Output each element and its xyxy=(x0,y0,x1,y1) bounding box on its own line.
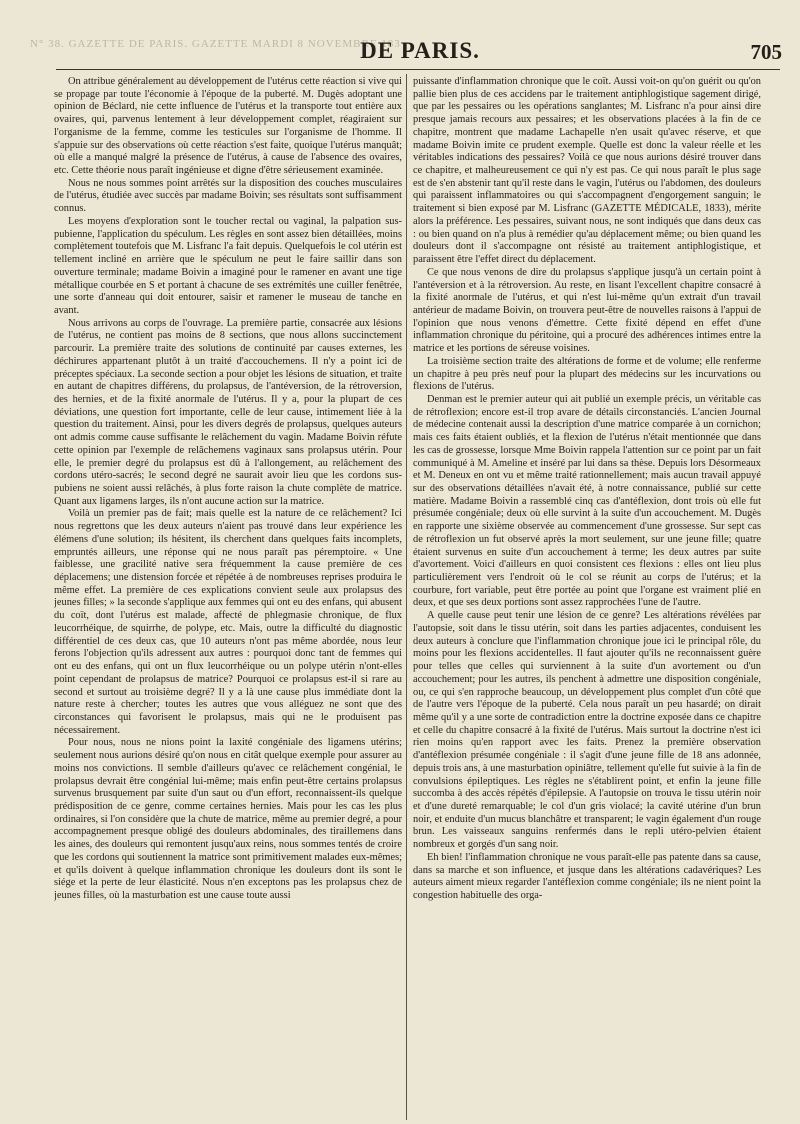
left-column xyxy=(54,76,402,1121)
page-header xyxy=(58,36,782,68)
paragraph: On attribue généralement au développement de l'utérus cette réaction si vive qui se propage par toute l'économie à l'époque de la puberté. M. Dugès adoptant une opinion de Béclard, nie cette influence de l'utérus et la transporte tout entière aux ovaires, qui, parvenus lentement à leur développement complet, réagiraient sur l'organisme de la femme, comme les testicules sur l'organisme de l'homme. Il s'appuie sur des observations où cette réaction s'est faite, quoique l'utérus manquât; où elle a manqué malgré la présence de l'utérus, à cause de l'absence des ovaires, etc. Cette théorie nous paraît ingénieuse et digne d'être sérieusement examinée. xyxy=(54,76,402,177)
paragraph: La troisième section traite des altérations de forme et de volume; elle renferme un chapitre à peu près neuf pour la plupart des médecins sur les incurvations ou flexions de l'utérus. xyxy=(413,355,761,393)
paragraph: Nous arrivons au corps de l'ouvrage. La première partie, consacrée aux lésions de l'utérus, ne contient pas moins de 8 sections, que nous allons succinctement parcourir. La première traite des solutions de continuité par causes externes, les déchirures appartenant plutôt à un traité d'accouchemens. Il n'y a point ici de préceptes spéciaux. La seconde section a pour objet les lésions de situation, et traite en autant de chapitres différens, du prolapsus, de l'antéversion, de la rétroversion, des hernies, et de la fixité anormale de l'utérus. Il y a, pour la plupart de ces déviations, une question fort importante, celle de leur cause, intimement liée à la question du traitement. Ainsi, pour les divers degrés de prolapsus, quelques auteurs ont admis comme cause suffisante le relâchement du vagin. Madame Boivin réfute cette opinion par l'exemple de relâchemens vaginaux sans prolapsus utérin. Pour elle, le premier degré du prolapsus est dû à l'allongement, au relâchement des cordons utéro-sacrés; le second degré ne saurait avoir lieu que les cordons sus-pubiens ne soient aussi relâchés, à plus forte raison la chute complète de matrice. Quant aux ligamens larges, ils n'ont aucune action sur la matrice. xyxy=(54,317,402,507)
paragraph: Les moyens d'exploration sont le toucher rectal ou vaginal, la palpation sus-pubienne, l'application du spéculum. Les règles en sont assez bien détaillées, moins complètement toutefois que M. Lisfranc l'a fait depuis. Quelquefois le col utérin est tellement incliné en arrière que le spéculum ne peut le faire saillir dans son ouverture terminale; madame Boivin a imaginé pour le ramener en avant une tige métallique courbée en S et portant à chacune de ses extrémités une cuiller fenêtrée, une sorte d'anneau qui doit entourer, saisir et ramener le museau de tanche en avant. xyxy=(54,215,402,316)
paragraph: puissante d'inflammation chronique que le coït. Aussi voit-on qu'on guérit ou qu'on pallie bien plus de ces accidens par le traitement antiphlogistique sagement dirigé, que par les pessaires ou les opérations sanglantes; M. Lisfranc n'a pour ainsi dire presque jamais recours aux pessaires; et les observations placées à la fin de ce chapitre, montrent que madame Lachapelle n'en usait qu'avec réserve, et que madame Boivin imite ce prudent exemple. Quelle est donc la valeur réelle et les véritables indications des pessaires? Voilà ce que nous aurions désiré trouver dans ce chapitre, et malheureusement ce qui n'y est pas. Ce qui nous paraît le plus sage est de s'en abstenir tant qu'il reste dans le vagin, l'utérus ou l'abdomen, des douleurs qui paraissent inflammatoires ou qui s'accompagnent d'engorgement sanguin; le traitement si bien exposé par M. Lisfranc (GAZETTE MÉDICALE, 1833), mérite alors la préférence. Les pessaires, suivant nous, ne sont indiqués que dans deux cas : ou bien quand on n'a plus à remédier qu'au déplacement même; ou bien quand les douleurs dont il s'accompagne ont résisté au traitement antiphlogistique, et paraissent être l'effet direct du déplacement. xyxy=(413,76,761,266)
paragraph: Nous ne nous sommes point arrêtés sur la disposition des couches musculaires de l'utérus, étudiée avec succès par madame Boivin; ses résultats sont suffisamment connus. xyxy=(54,177,402,215)
paragraph: Denman est le premier auteur qui ait publié un exemple précis, un véritable cas de rétroflexion; encore est-il trop avare de détails circonstanciés. L'ancien Journal de médecine contenait aussi la description d'une matrice comparée à un cornichon; mais ces faits étaient oubliés, et la flexion de l'utérus n'était mentionnée que dans les cas de grossesse, lorsque Mme Boivin rappela l'attention sur ce point par un fait communiqué à M. Ameline et inséré par lui dans sa thèse. Depuis lors Désormeaux et M. Deneux en ont vu et même traité rationnellement; mais aucun travail appuyé sur des observations détaillées n'avait été, à notre connaissance, publié sur cette matière. Madame Boivin a rassemblé cinq cas d'antéflexion, dont trois où elle fut présumée congéniale; deux où elle survint à la suite d'un accouchement. M. Dugès en rapporte une sixième observée au commencement d'une grossesse. Sur sept cas de rétroflexion un fut observé après la mort seulement, sur une jeune fille; quatre étaient survenus en suite d'un accouchement à terme; les deux autres par suite d'avortement. Voici d'ailleurs en quoi consistent ces flexions : elles ont lieu plus particulièrement vers l'endroit où le col se réunit au corps de l'utérus; et la courbure, fort variable, peut être portée au point que l'organe est vraiment plié en deux, et que ses deux portions sont assez rapprochées l'une de l'autre. xyxy=(413,393,761,609)
paragraph: Eh bien! l'inflammation chronique ne vous paraît-elle pas patente dans sa cause, dans sa marche et son influence, et jusque dans les altérations cadavériques? Les auteurs aiment mieux regarder l'antéflexion comme congéniale; ils ne nient point la congestion habituelle des orga- xyxy=(413,851,761,901)
paragraph: Pour nous, nous ne nions point la laxité congéniale des ligamens utérins; seulement nous aurions désiré qu'on nous en citât quelque exemple pour assurer au moins nos convictions. Il semble d'ailleurs qu'avec ce relâchement congénial, le prolapsus devrait être congénial lui-même; mais enfin peut-être certains prolapsus survenus brusquement par suite d'un saut ou d'un effort, reconnaissent-ils quelque prédisposition de ce genre, comme certaines hernies. Mais pour les cas les plus ordinaires, si l'on considère que la chute de matrice, même au premier degré, a pour accompagnement presque obligé des douleurs abdominales, des tiraillemens dans les aines, des douleurs qui remontent jusqu'aux reins, nous sommes tentés de croire que les cordons qui soutiennent la matrice sont primitivement malades eux-mêmes; et qu'ils doivent à quelque inflammation chronique les douleurs dont ils sont le siége et la perte de leur élasticité. Nous n'en exceptons pas les prolapsus chez de jeunes filles, où la masturbation est une cause toute aussi xyxy=(54,737,402,901)
right-column xyxy=(413,76,761,1121)
paragraph: Voilà un premier pas de fait; mais quelle est la nature de ce relâchement? Ici nous regrettons que les deux auteurs n'aient pas trouvé dans leur expérience les élémens d'une solution; ils hésitent, ils cherchent dans quelques faits incomplets, empruntés ailleurs, une réponse qui ne nous paraît pas péremptoire. « Une faiblesse, une gracilité native sera fréquemment la cause première de ces déplacemens; une distension forcée et répétée à de nombreuses reprises produira le même effet. La première de ces explications convient seule aux prolapsus des jeunes filles; » la seconde s'applique aux femmes qui ont eu des enfans, qui abusent du coït, dont l'utérus est malade, affecté de phlegmasie chronique, de flux leucorrhéique, de squirrhe, de polype, etc. Mais, outre la difficulté du diagnostic différentiel de ces deux cas, que 10 auteurs n'ont pas même abordée, nous leur ferons l'objection qu'ils adressent aux autres : pourquoi donc tant de femmes qui ont eu des enfans, qui ont un flux leucorrhéique ou un polype utérin n'ont-elles point cependant de prolapsus de matrice? Pourquoi ce prolapsus est-il si rare au second et surtout au troisième degré? Il y a là une cause plus immédiate dont la nature reste à chercher; toutes les autres que vous alléguez ne sont que des circonstances qui favorisent le prolapsus, mais qui ne le produisent pas nécessairement. xyxy=(54,508,402,736)
paragraph: Ce que nous venons de dire du prolapsus s'applique jusqu'à un certain point à l'antéversion et à la rétroversion. Au reste, en lisant l'excellent chapitre consacré à la fixité anormale de l'utérus, et qui n'est lui-même qu'un extrait d'un travail antérieur de madame Boivin, on trouvera peut-être de nouvelles raisons à l'appui de l'opinion que nous venons d'émettre. Cette fixité dépend en effet d'une inflammation chronique du péritoine, qui a procuré des adhérences intimes entre la matrice et les portions de séreuse voisines. xyxy=(413,266,761,355)
running-head-title: DE PARIS. xyxy=(360,38,480,63)
paragraph: A quelle cause peut tenir une lésion de ce genre? Les altérations révélées par l'autopsie, soit dans le tissu utérin, soit dans les parties adjacentes, conduisent les deux auteurs à conclure que l'inflammation chronique joue ici le principal rôle, du moins pour les flexions accidentelles. Il faut ajouter qu'ils ne reconnaissent guère pour telles que celles qui surviennent à la suite d'un avortement ou d'un accouchement; pour les autres, ils penchent à admettre une disposition congéniale, ou, ce qui s'en rapproche beaucoup, un développement plus complet d'un côté que de l'autre vers l'époque de la puberté. Cela nous paraît un peu hasardé; on dirait même qu'il y a une sorte de contradiction entre la doctrine exposée dans ce chapitre et celle du chapitre consacré à la fixité de l'utérus. Mais surtout la doctrine n'est ici rien moins qu'en rapport avec les faits. Prenez la première observation d'antéflexion présumée congéniale : il s'agit d'une jeune fille de 18 ans adonnée, depuis trois ans, à une masturbation opiniâtre, tellement qu'elle fut suivie à la fin de convulsions épileptiques. Les règles ne s'établirent point, et enfin la jeune fille succomba à des accès répétés d'épilepsie. A l'autopsie on trouva le tissu utérin noir et d'une dureté remarquable; le col d'un gris violacé; la cavité utérine d'un brun noir, et enduite d'un mucus blanchâtre et transparent; le vagin également d'un rouge brun. Les vaisseaux sanguins renfermés dans le repli utéro-pelvien étaient nombreux et gorgés d'un sang noir. xyxy=(413,610,761,851)
bleed-through-text: N° 38. GAZETTE DE PARIS. GAZETTE MARDI 8 NOVEMBRE 183 xyxy=(30,38,401,50)
page-number: 705 xyxy=(750,40,782,64)
column-divider xyxy=(406,74,407,1120)
header-rule xyxy=(56,69,780,70)
